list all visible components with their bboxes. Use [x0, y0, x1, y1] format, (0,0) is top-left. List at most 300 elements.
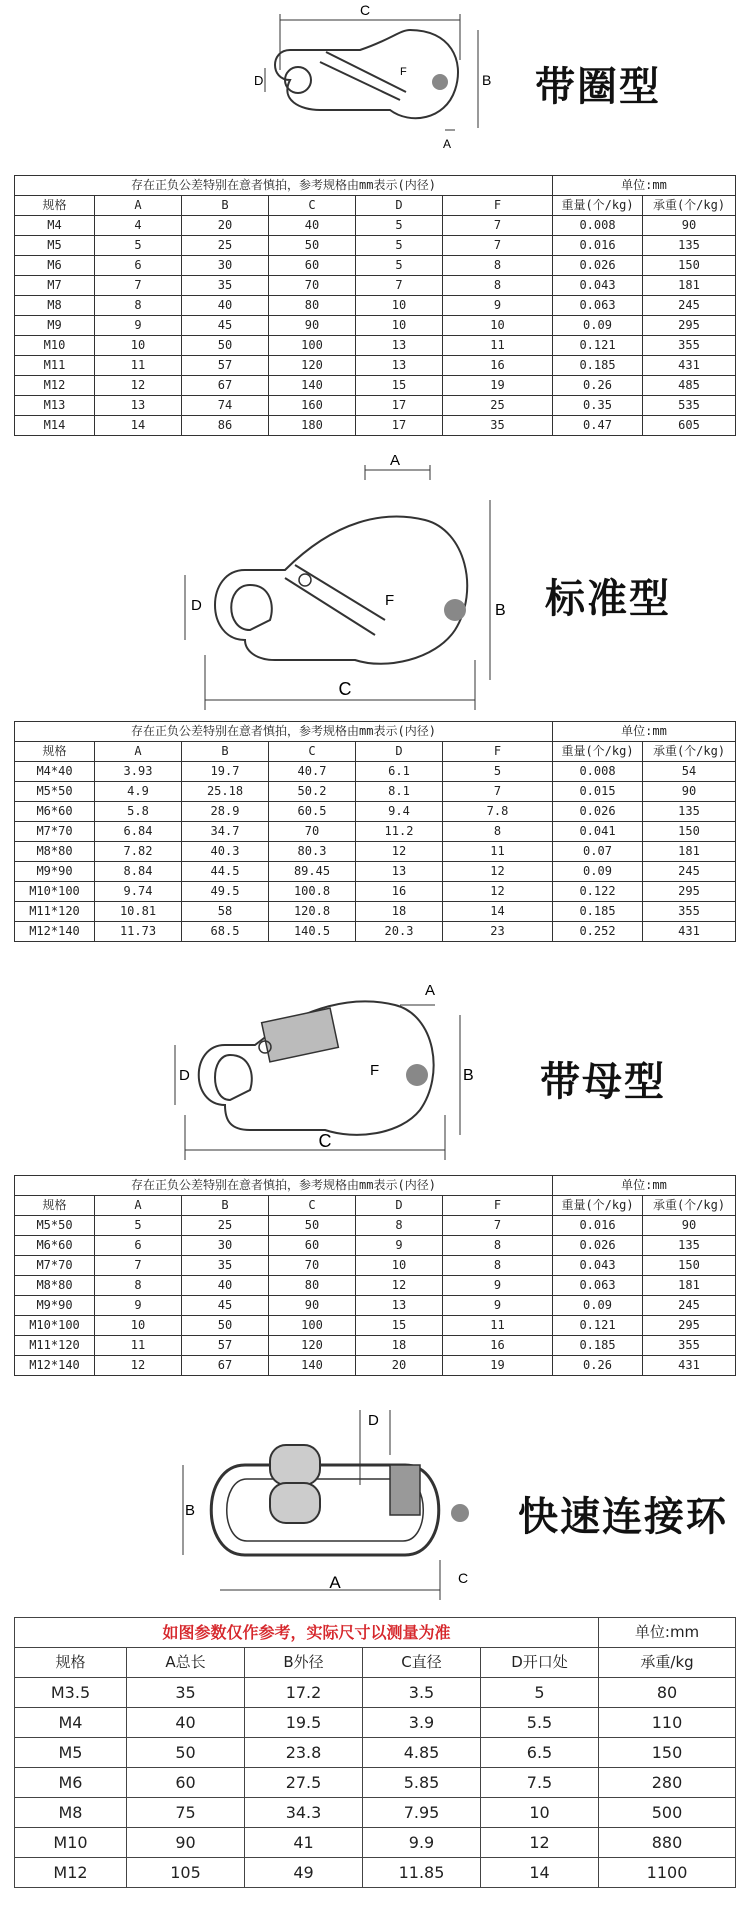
value-cell: 75 [127, 1798, 245, 1828]
value-cell: 70 [269, 276, 356, 296]
value-cell: 30 [182, 1236, 269, 1256]
value-cell: 6 [95, 256, 182, 276]
spec-cell: M10*100 [15, 882, 95, 902]
header-cell: 重量(个/kg) [553, 196, 643, 216]
value-cell: 80 [269, 1276, 356, 1296]
header-cell: 规格 [15, 1648, 127, 1678]
header-cell: A [95, 742, 182, 762]
header-cell: 规格 [15, 1196, 95, 1216]
value-cell: 0.016 [553, 1216, 643, 1236]
value-cell: 0.063 [553, 1276, 643, 1296]
value-cell: 7.95 [363, 1798, 481, 1828]
value-cell: 355 [643, 336, 736, 356]
spec-cell: M14 [15, 416, 95, 436]
table-row [15, 276, 736, 296]
value-cell: 14 [95, 416, 182, 436]
table-header-row [15, 196, 736, 216]
header-cell: A [95, 196, 182, 216]
table-header-row [15, 1648, 736, 1678]
spec-cell: M5 [15, 1738, 127, 1768]
ring-type-title: 带圈型 [535, 63, 661, 110]
value-cell: 100.8 [269, 882, 356, 902]
header-cell: 承重(个/kg) [643, 1196, 736, 1216]
spec-cell: M5*50 [15, 1216, 95, 1236]
value-cell: 40 [127, 1708, 245, 1738]
value-cell: 45 [182, 316, 269, 336]
value-cell: 5 [95, 236, 182, 256]
value-cell: 10 [95, 1316, 182, 1336]
table-row [15, 1678, 736, 1708]
value-cell: 70 [269, 822, 356, 842]
value-cell: 10.81 [95, 902, 182, 922]
value-cell: 50 [182, 1316, 269, 1336]
header-cell: A [95, 1196, 182, 1216]
value-cell: 5 [481, 1678, 599, 1708]
dim-label-d: D [368, 1412, 379, 1429]
spec-cell: M12 [15, 376, 95, 396]
header-cell: 承重/kg [599, 1648, 736, 1678]
value-cell: 8 [356, 1216, 443, 1236]
header-cell: 重量(个/kg) [553, 742, 643, 762]
table-row [15, 822, 736, 842]
value-cell: 41 [245, 1828, 363, 1858]
value-cell: 0.122 [553, 882, 643, 902]
value-cell: 54 [643, 762, 736, 782]
value-cell: 0.26 [553, 376, 643, 396]
value-cell: 8 [443, 276, 553, 296]
table-row [15, 782, 736, 802]
spec-cell: M6 [15, 256, 95, 276]
value-cell: 90 [127, 1828, 245, 1858]
table-row [15, 842, 736, 862]
spec-cell: M10 [15, 336, 95, 356]
table-row [15, 316, 736, 336]
section-nut-type [0, 975, 750, 1405]
value-cell: 0.041 [553, 822, 643, 842]
value-cell: 0.185 [553, 356, 643, 376]
spec-cell: M12*140 [15, 1356, 95, 1376]
value-cell: 89.45 [269, 862, 356, 882]
value-cell: 0.121 [553, 1316, 643, 1336]
dim-label-c: C [338, 679, 352, 699]
value-cell: 11 [95, 1336, 182, 1356]
spec-cell: M8 [15, 296, 95, 316]
table-row [15, 1256, 736, 1276]
value-cell: 19.7 [182, 762, 269, 782]
value-cell: 0.185 [553, 902, 643, 922]
value-cell: 19 [443, 1356, 553, 1376]
value-cell: 7 [443, 1216, 553, 1236]
value-cell: 20.3 [356, 922, 443, 942]
header-cell: B [182, 1196, 269, 1216]
value-cell: 90 [643, 216, 736, 236]
table-row [15, 882, 736, 902]
value-cell: 0.015 [553, 782, 643, 802]
value-cell: 5.5 [481, 1708, 599, 1738]
value-cell: 6.5 [481, 1738, 599, 1768]
value-cell: 245 [643, 862, 736, 882]
value-cell: 67 [182, 1356, 269, 1376]
value-cell: 135 [643, 802, 736, 822]
value-cell: 110 [599, 1708, 736, 1738]
value-cell: 9.4 [356, 802, 443, 822]
value-cell: 10 [443, 316, 553, 336]
header-cell: B外径 [245, 1648, 363, 1678]
value-cell: 431 [643, 356, 736, 376]
ring-type-spec-table [14, 175, 736, 436]
value-cell: 40.7 [269, 762, 356, 782]
table-note: 存在正负公差特别在意者慎拍，参考规格由mm表示(内径) [15, 722, 553, 742]
value-cell: 0.35 [553, 396, 643, 416]
spec-cell: M10 [15, 1828, 127, 1858]
value-cell: 5 [443, 762, 553, 782]
value-cell: 19 [443, 376, 553, 396]
value-cell: 280 [599, 1768, 736, 1798]
table-header-row [15, 1196, 736, 1216]
value-cell: 60 [127, 1768, 245, 1798]
value-cell: 8 [95, 1276, 182, 1296]
value-cell: 1100 [599, 1858, 736, 1888]
dim-label-f: F [400, 66, 407, 78]
value-cell: 9 [356, 1236, 443, 1256]
value-cell: 140 [269, 1356, 356, 1376]
value-cell: 58 [182, 902, 269, 922]
value-cell: 8 [95, 296, 182, 316]
dim-label-b: B [185, 1502, 196, 1519]
value-cell: 120 [269, 356, 356, 376]
value-cell: 7 [95, 276, 182, 296]
value-cell: 12 [443, 862, 553, 882]
header-cell: 规格 [15, 196, 95, 216]
table-row [15, 922, 736, 942]
table-note: 存在正负公差特别在意者慎拍，参考规格由mm表示(内径) [15, 1176, 553, 1196]
header-cell: B [182, 196, 269, 216]
table-row [15, 1828, 736, 1858]
value-cell: 16 [443, 1336, 553, 1356]
value-cell: 35 [182, 1256, 269, 1276]
value-cell: 150 [599, 1738, 736, 1768]
value-cell: 49.5 [182, 882, 269, 902]
spec-cell: M8*80 [15, 842, 95, 862]
value-cell: 90 [269, 1296, 356, 1316]
spec-cell: M7*70 [15, 1256, 95, 1276]
dim-label-b: B [482, 72, 492, 88]
value-cell: 17.2 [245, 1678, 363, 1708]
value-cell: 7 [95, 1256, 182, 1276]
spec-cell: M4 [15, 216, 95, 236]
value-cell: 10 [356, 1256, 443, 1276]
value-cell: 86 [182, 416, 269, 436]
quick-link-title: 快速连接环 [518, 1493, 728, 1540]
dim-label-d: D [179, 1067, 190, 1084]
spec-cell: M6*60 [15, 1236, 95, 1256]
value-cell: 35 [127, 1678, 245, 1708]
value-cell: 485 [643, 376, 736, 396]
spec-cell: M8*80 [15, 1276, 95, 1296]
value-cell: 100 [269, 1316, 356, 1336]
value-cell: 9 [443, 1296, 553, 1316]
header-cell: D开口处 [481, 1648, 599, 1678]
value-cell: 40 [182, 1276, 269, 1296]
value-cell: 3.9 [363, 1708, 481, 1738]
dim-label-a: A [389, 452, 401, 469]
table-unit: 单位:mm [553, 722, 736, 742]
spec-cell: M5*50 [15, 782, 95, 802]
value-cell: 0.063 [553, 296, 643, 316]
table-row [15, 1216, 736, 1236]
table-row [15, 1236, 736, 1256]
value-cell: 25 [182, 236, 269, 256]
value-cell: 10 [95, 336, 182, 356]
value-cell: 49 [245, 1858, 363, 1888]
value-cell: 120.8 [269, 902, 356, 922]
spec-cell: M10*100 [15, 1316, 95, 1336]
table-note: 如图参数仅作参考，实际尺寸以测量为准 [15, 1618, 599, 1648]
value-cell: 15 [356, 376, 443, 396]
value-cell: 18 [356, 902, 443, 922]
value-cell: 5 [95, 1216, 182, 1236]
value-cell: 0.26 [553, 1356, 643, 1376]
value-cell: 6 [95, 1236, 182, 1256]
value-cell: 105 [127, 1858, 245, 1888]
value-cell: 295 [643, 1316, 736, 1336]
value-cell: 0.043 [553, 276, 643, 296]
value-cell: 6.1 [356, 762, 443, 782]
dim-label-b: B [495, 602, 506, 619]
table-row [15, 356, 736, 376]
value-cell: 35 [443, 416, 553, 436]
standard-type-diagram [185, 452, 506, 720]
value-cell: 17 [356, 416, 443, 436]
value-cell: 50 [182, 336, 269, 356]
value-cell: 57 [182, 1336, 269, 1356]
value-cell: 355 [643, 902, 736, 922]
value-cell: 34.3 [245, 1798, 363, 1828]
value-cell: 25 [182, 1216, 269, 1236]
value-cell: 12 [95, 376, 182, 396]
value-cell: 245 [643, 296, 736, 316]
value-cell: 90 [269, 316, 356, 336]
table-header-row [15, 742, 736, 762]
value-cell: 0.008 [553, 762, 643, 782]
table-row [15, 336, 736, 356]
value-cell: 140 [269, 376, 356, 396]
value-cell: 9.74 [95, 882, 182, 902]
value-cell: 9.9 [363, 1828, 481, 1858]
value-cell: 5.8 [95, 802, 182, 822]
quick-link-spec-table [14, 1617, 736, 1888]
value-cell: 18 [356, 1336, 443, 1356]
dim-label-f: F [385, 592, 395, 609]
header-cell: F [443, 742, 553, 762]
value-cell: 0.09 [553, 862, 643, 882]
value-cell: 11 [443, 1316, 553, 1336]
spec-cell: M3.5 [15, 1678, 127, 1708]
value-cell: 11.85 [363, 1858, 481, 1888]
table-row [15, 416, 736, 436]
spec-cell: M5 [15, 236, 95, 256]
spec-cell: M12 [15, 1858, 127, 1888]
value-cell: 40 [182, 296, 269, 316]
value-cell: 50 [127, 1738, 245, 1768]
value-cell: 0.07 [553, 842, 643, 862]
value-cell: 14 [481, 1858, 599, 1888]
spec-cell: M7*70 [15, 822, 95, 842]
value-cell: 181 [643, 1276, 736, 1296]
value-cell: 7.8 [443, 802, 553, 822]
value-cell: 0.121 [553, 336, 643, 356]
table-row [15, 902, 736, 922]
value-cell: 8.84 [95, 862, 182, 882]
section-standard-type [0, 445, 750, 980]
value-cell: 4 [95, 216, 182, 236]
dim-label-a: A [443, 137, 452, 151]
spec-cell: M9*90 [15, 1296, 95, 1316]
nut-type-diagram [175, 975, 475, 1165]
table-row [15, 376, 736, 396]
value-cell: 3.93 [95, 762, 182, 782]
header-cell: 规格 [15, 742, 95, 762]
value-cell: 0.026 [553, 1236, 643, 1256]
table-row [15, 762, 736, 782]
value-cell: 13 [356, 356, 443, 376]
table-unit: 单位:mm [553, 176, 736, 196]
header-cell: 承重(个/kg) [643, 742, 736, 762]
value-cell: 0.09 [553, 316, 643, 336]
value-cell: 295 [643, 882, 736, 902]
header-cell: 承重(个/kg) [643, 196, 736, 216]
table-row [15, 1738, 736, 1768]
value-cell: 120 [269, 1336, 356, 1356]
value-cell: 181 [643, 276, 736, 296]
value-cell: 880 [599, 1828, 736, 1858]
value-cell: 16 [356, 882, 443, 902]
value-cell: 30 [182, 256, 269, 276]
value-cell: 11 [443, 842, 553, 862]
value-cell: 8.1 [356, 782, 443, 802]
table-row [15, 396, 736, 416]
value-cell: 80 [269, 296, 356, 316]
value-cell: 50 [269, 1216, 356, 1236]
header-cell: D [356, 1196, 443, 1216]
header-cell: B [182, 742, 269, 762]
header-cell: 重量(个/kg) [553, 1196, 643, 1216]
value-cell: 150 [643, 822, 736, 842]
value-cell: 4.85 [363, 1738, 481, 1768]
value-cell: 25.18 [182, 782, 269, 802]
value-cell: 13 [356, 336, 443, 356]
value-cell: 10 [481, 1798, 599, 1828]
value-cell: 4.9 [95, 782, 182, 802]
dim-label-f: F [370, 1062, 380, 1079]
value-cell: 12 [443, 882, 553, 902]
value-cell: 5 [356, 236, 443, 256]
header-cell: C [269, 1196, 356, 1216]
value-cell: 9 [95, 1296, 182, 1316]
ring-type-diagram [250, 0, 490, 160]
table-row [15, 802, 736, 822]
value-cell: 0.026 [553, 802, 643, 822]
spec-cell: M9 [15, 316, 95, 336]
spec-cell: M4 [15, 1708, 127, 1738]
header-cell: F [443, 196, 553, 216]
value-cell: 17 [356, 396, 443, 416]
header-cell: C [269, 742, 356, 762]
value-cell: 0.09 [553, 1296, 643, 1316]
value-cell: 57 [182, 356, 269, 376]
value-cell: 5 [356, 256, 443, 276]
value-cell: 50.2 [269, 782, 356, 802]
value-cell: 13 [95, 396, 182, 416]
value-cell: 7.5 [481, 1768, 599, 1798]
value-cell: 60 [269, 256, 356, 276]
value-cell: 605 [643, 416, 736, 436]
value-cell: 23.8 [245, 1738, 363, 1768]
spec-cell: M6*60 [15, 802, 95, 822]
value-cell: 0.016 [553, 236, 643, 256]
dim-label-c: C [359, 2, 371, 18]
value-cell: 90 [643, 1216, 736, 1236]
table-row [15, 862, 736, 882]
value-cell: 135 [643, 236, 736, 256]
header-cell: A总长 [127, 1648, 245, 1678]
value-cell: 9 [443, 296, 553, 316]
header-cell: F [443, 1196, 553, 1216]
value-cell: 0.252 [553, 922, 643, 942]
nut-type-title: 带母型 [540, 1058, 666, 1105]
spec-cell: M13 [15, 396, 95, 416]
value-cell: 11.2 [356, 822, 443, 842]
dim-label-c: C [458, 1570, 469, 1586]
value-cell: 431 [643, 922, 736, 942]
value-cell: 10 [356, 316, 443, 336]
value-cell: 16 [443, 356, 553, 376]
spec-cell: M6 [15, 1768, 127, 1798]
dim-label-d: D [254, 73, 264, 88]
dim-label-c: C [318, 1131, 332, 1151]
value-cell: 25 [443, 396, 553, 416]
value-cell: 160 [269, 396, 356, 416]
value-cell: 8 [443, 822, 553, 842]
value-cell: 0.026 [553, 256, 643, 276]
table-row [15, 1798, 736, 1828]
nut-type-spec-table [14, 1175, 736, 1376]
value-cell: 3.5 [363, 1678, 481, 1708]
dim-label-a: A [329, 1573, 341, 1592]
value-cell: 7 [356, 276, 443, 296]
value-cell: 245 [643, 1296, 736, 1316]
value-cell: 12 [356, 1276, 443, 1296]
value-cell: 140.5 [269, 922, 356, 942]
table-unit: 单位:mm [553, 1176, 736, 1196]
standard-type-title: 标准型 [545, 575, 671, 622]
table-row [15, 1768, 736, 1798]
value-cell: 12 [356, 842, 443, 862]
value-cell: 8 [443, 1256, 553, 1276]
value-cell: 12 [95, 1356, 182, 1376]
value-cell: 11 [95, 356, 182, 376]
value-cell: 35 [182, 276, 269, 296]
value-cell: 7 [443, 216, 553, 236]
header-cell: C [269, 196, 356, 216]
value-cell: 40.3 [182, 842, 269, 862]
table-row [15, 1276, 736, 1296]
section-quick-link [0, 1405, 750, 1906]
value-cell: 9 [443, 1276, 553, 1296]
spec-cell: M8 [15, 1798, 127, 1828]
value-cell: 19.5 [245, 1708, 363, 1738]
dim-label-b: B [463, 1067, 474, 1084]
